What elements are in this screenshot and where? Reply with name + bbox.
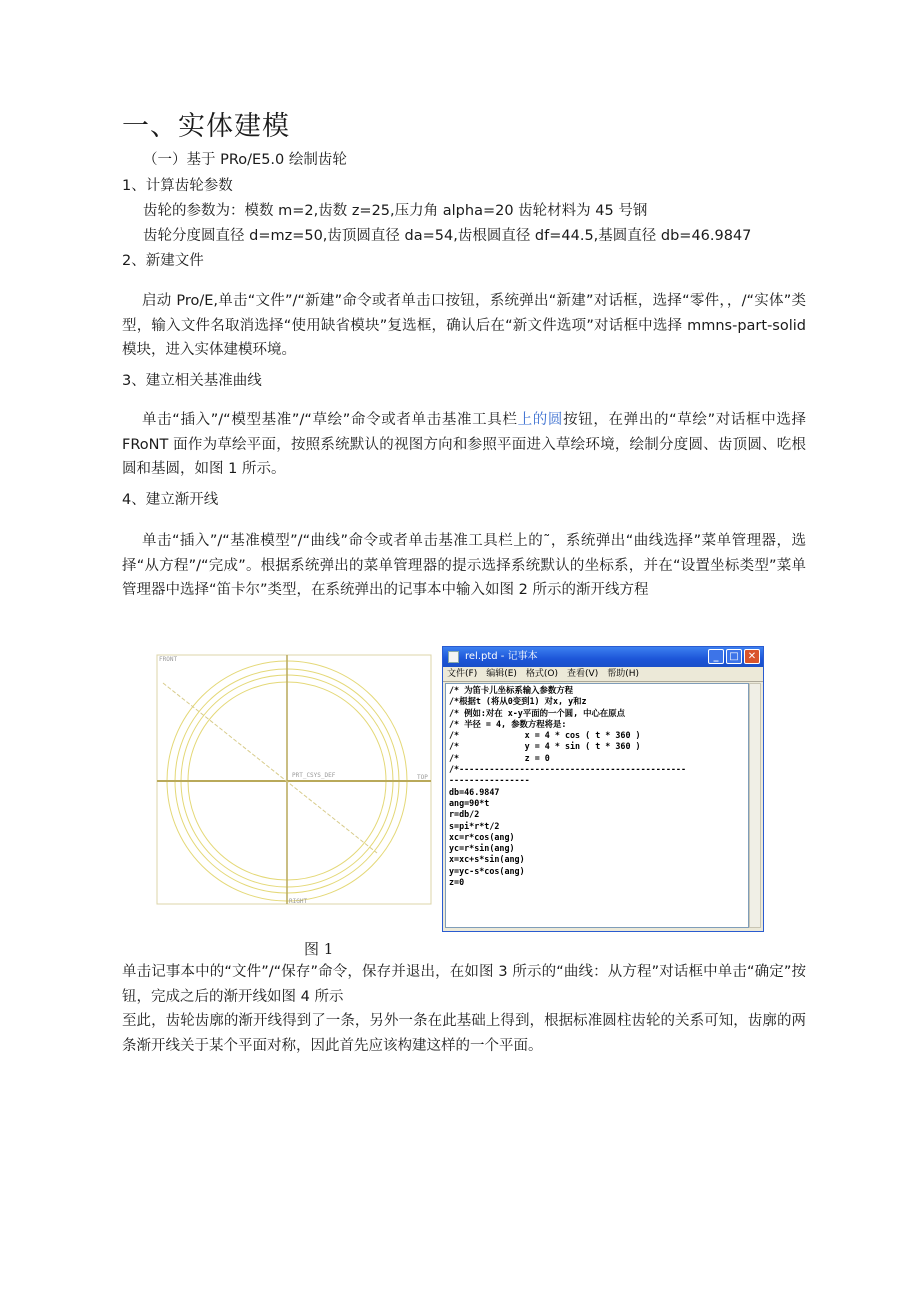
notepad-line: ang=90*t [449, 797, 490, 808]
front-label: FRONT [159, 656, 178, 663]
notepad-menubar [443, 667, 763, 682]
notepad-line: yc=r*sin(ang) [449, 843, 515, 854]
menu-format[interactable]: 格式(O) [525, 669, 559, 679]
notepad-line: ---------------- [449, 775, 530, 786]
csys-label: PRT_CSYS_DEF [292, 772, 336, 779]
page-heading: 一、实体建模 [122, 111, 290, 142]
conclusion-paragraph: 至此，齿轮齿廓的渐开线得到了一条，另外一条在此基础上得到，根据标准圆柱齿轮的关系可知，齿廓的两条渐开线关于某个平面对称，因此首先应该构建这样的一个平面。 [122, 1013, 806, 1054]
maximize-button[interactable]: □ [726, 649, 742, 664]
figure-caption: 图 1 [304, 940, 334, 958]
right-label: RIGHT [289, 898, 308, 905]
notepad-line: /* z = 0 [449, 752, 550, 763]
top-label: TOP [417, 774, 428, 781]
notepad-line: s=pi*r*t/2 [449, 820, 500, 831]
notepad-line: /* 半径 = 4, 参数方程将是: [449, 718, 567, 729]
save-paragraph: 单击记事本中的“文件”/“保存”命令，保存并退出，在如图 3 所示的“曲线：从方程”对话框中单击“确定”按钮，完成之后的渐开线如图 4 所示 [122, 964, 806, 1005]
step-4-heading: 4、建立渐开线 [122, 492, 219, 508]
menu-edit[interactable]: 编辑(E) [486, 669, 517, 679]
datum-curve-text-b: 按钮，在弹出的“草绘”对话框中选择 FRoNT 面作为草绘平面，按照系统默认的视图方向和参照平面进入草绘环境，绘制分度圆、齿顶圆、吃根圆和基圆，如图 1 所示。 [122, 412, 806, 477]
menu-help[interactable]: 帮助(H) [607, 669, 640, 679]
notepad-line: /* x = 4 * cos ( t * 360 ) [449, 730, 641, 741]
notepad-line: x=xc+s*sin(ang) [449, 854, 525, 865]
notepad-line: /*根据t (将从0变到1) 对x, y和z [449, 696, 587, 707]
notepad-titlebar [443, 647, 763, 667]
menu-view[interactable]: 查看(V) [567, 669, 599, 679]
close-button[interactable]: ✕ [744, 649, 760, 664]
notepad-line: /*--------------------------------------------- [449, 764, 686, 775]
notepad-line: /* 例如:对在 x-y平面的一个圆, 中心在原点 [449, 707, 626, 718]
new-file-paragraph: 启动 Pro/E,单击“文件”/“新建”命令或者单击口按钮，系统弹出“新建”对话框，选择“零件，，/“实体”类型，输入文件名取消选择“使用缺省模块”复选框，确认后在“新文件选项”对话框中选择 mmns-part-solid 模块，进入实体建模环境。 [122, 293, 806, 358]
notepad-scrollbar[interactable] [749, 683, 761, 928]
notepad-line: /* y = 4 * sin ( t * 360 ) [449, 741, 641, 752]
step-1-heading: 1、计算齿轮参数 [122, 178, 233, 194]
involute-paragraph: 单击“插入”/“基准模型”/“曲线”命令或者单击基准工具栏上的˜，系统弹出“曲线选择”菜单管理器，选择“从方程”/“完成”。根据系统弹出的菜单管理器的提示选择系统默认的坐标系，并在“设置坐标类型”菜单管理器中选择“笛卡尔”类型，在系统弹出的记事本中输入如图 2 所示的渐开线方程 [122, 533, 806, 598]
subsection-title: （一）基于 PRo/E5.0 绘制齿轮 [143, 152, 347, 168]
notepad-line: /* 为笛卡儿坐标系输入参数方程 [449, 685, 574, 695]
notepad-line: z=0 [449, 877, 465, 888]
notepad-text-area[interactable] [445, 683, 749, 928]
gear-params-text: 齿轮的参数为：模数 m=2,齿数 z=25,压力角 alpha=20 齿轮材料为 45 号钢 [143, 203, 648, 219]
gear-diameters-text: 齿轮分度圆直径 d=mz=50,齿顶圆直径 da=54,齿根圆直径 df=44.5,基圆直径 db=46.9847 [143, 228, 752, 244]
step-3-heading: 3、建立相关基准曲线 [122, 373, 262, 389]
datum-curve-paragraph [122, 408, 806, 482]
sketch-frame [157, 655, 431, 904]
notepad-line: xc=r*cos(ang) [449, 831, 515, 842]
notepad-icon [448, 651, 459, 663]
sketch-figure [155, 653, 433, 906]
menu-file[interactable]: 文件(F) [447, 669, 478, 679]
datum-curve-text-a: 单击“插入”/“模型基准”/“草绘”命令或者单击基准工具栏 [142, 412, 518, 428]
step-2-heading: 2、新建文件 [122, 253, 204, 269]
notepad-window [442, 646, 764, 932]
notepad-title: rel.ptd - 记事本 [465, 651, 538, 662]
notepad-line: r=db/2 [449, 809, 480, 820]
notepad-line: db=46.9847 [449, 786, 500, 797]
circle-tool-link[interactable]: 上的圆 [517, 412, 564, 428]
minimize-button[interactable]: _ [708, 649, 724, 664]
notepad-line: y=yc-s*cos(ang) [449, 865, 525, 876]
notepad-content [446, 684, 748, 889]
